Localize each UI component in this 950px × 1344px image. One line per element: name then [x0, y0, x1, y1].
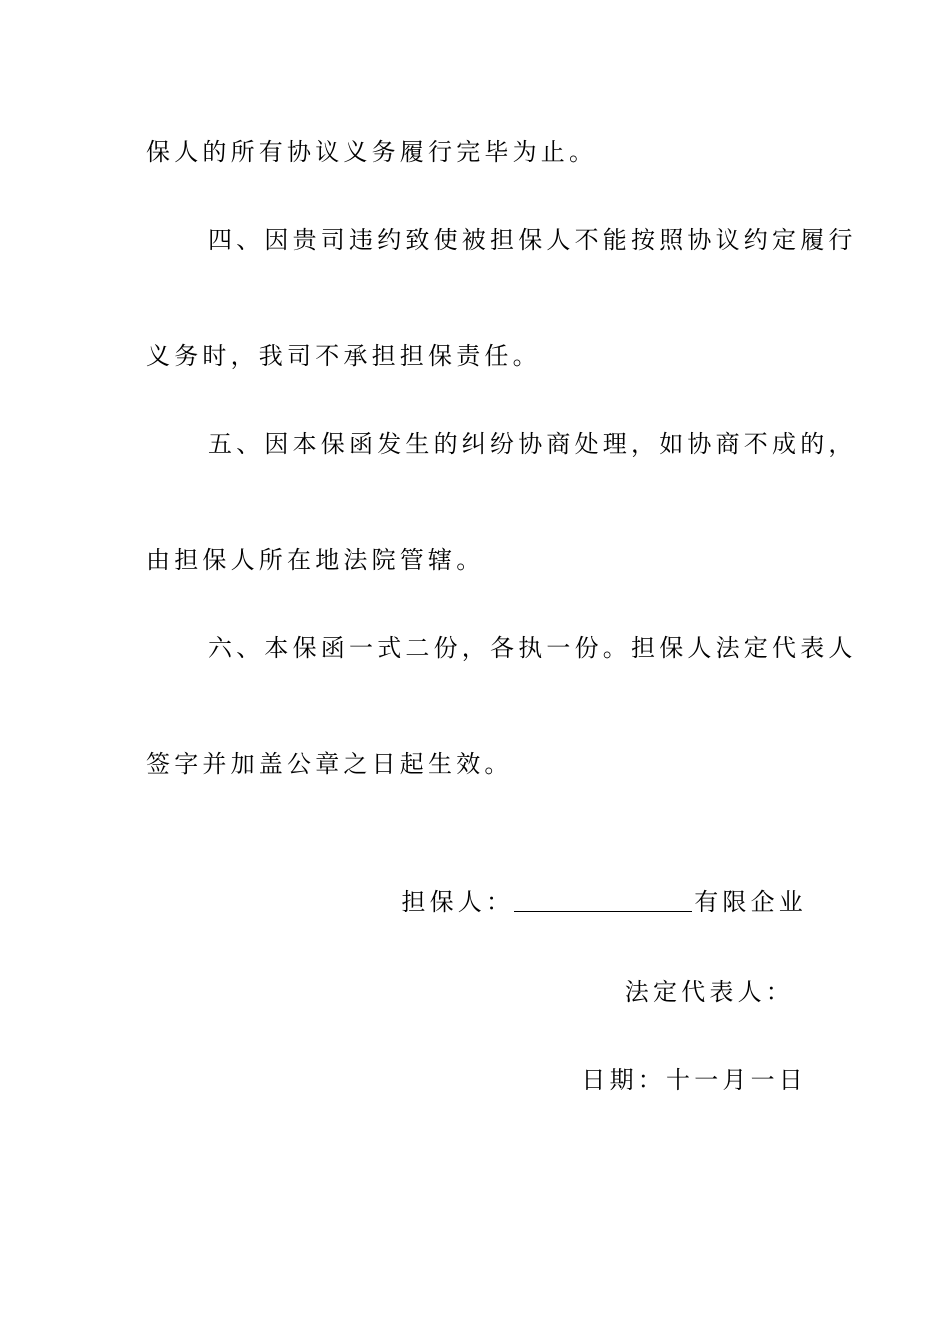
paragraph-5-line-1: 五、因本保函发生的纠纷协商处理，如协商不成的， — [208, 430, 857, 458]
guarantor-name-blank — [514, 889, 692, 912]
paragraph-4-line-1: 四、因贵司违约致使被担保人不能按照协议约定履行 — [208, 226, 857, 254]
date-line: 日期：十一月一日 — [581, 1066, 807, 1094]
paragraph-6-line-2: 签字并加盖公章之日起生效。 — [146, 750, 513, 778]
paragraph-3-continuation: 保人的所有协议义务履行完毕为止。 — [146, 138, 598, 166]
guarantor-label: 担保人： — [401, 888, 515, 916]
paragraph-6-line-1: 六、本保函一式二份，各执一份。担保人法定代表人 — [208, 634, 857, 662]
guarantor-suffix: 有限企业 — [694, 888, 807, 916]
paragraph-5-line-2: 由担保人所在地法院管辖。 — [146, 546, 485, 574]
legal-representative-line: 法定代表人： — [624, 978, 794, 1006]
paragraph-4-line-2: 义务时，我司不承担担保责任。 — [146, 342, 541, 370]
guarantor-line — [401, 888, 807, 916]
